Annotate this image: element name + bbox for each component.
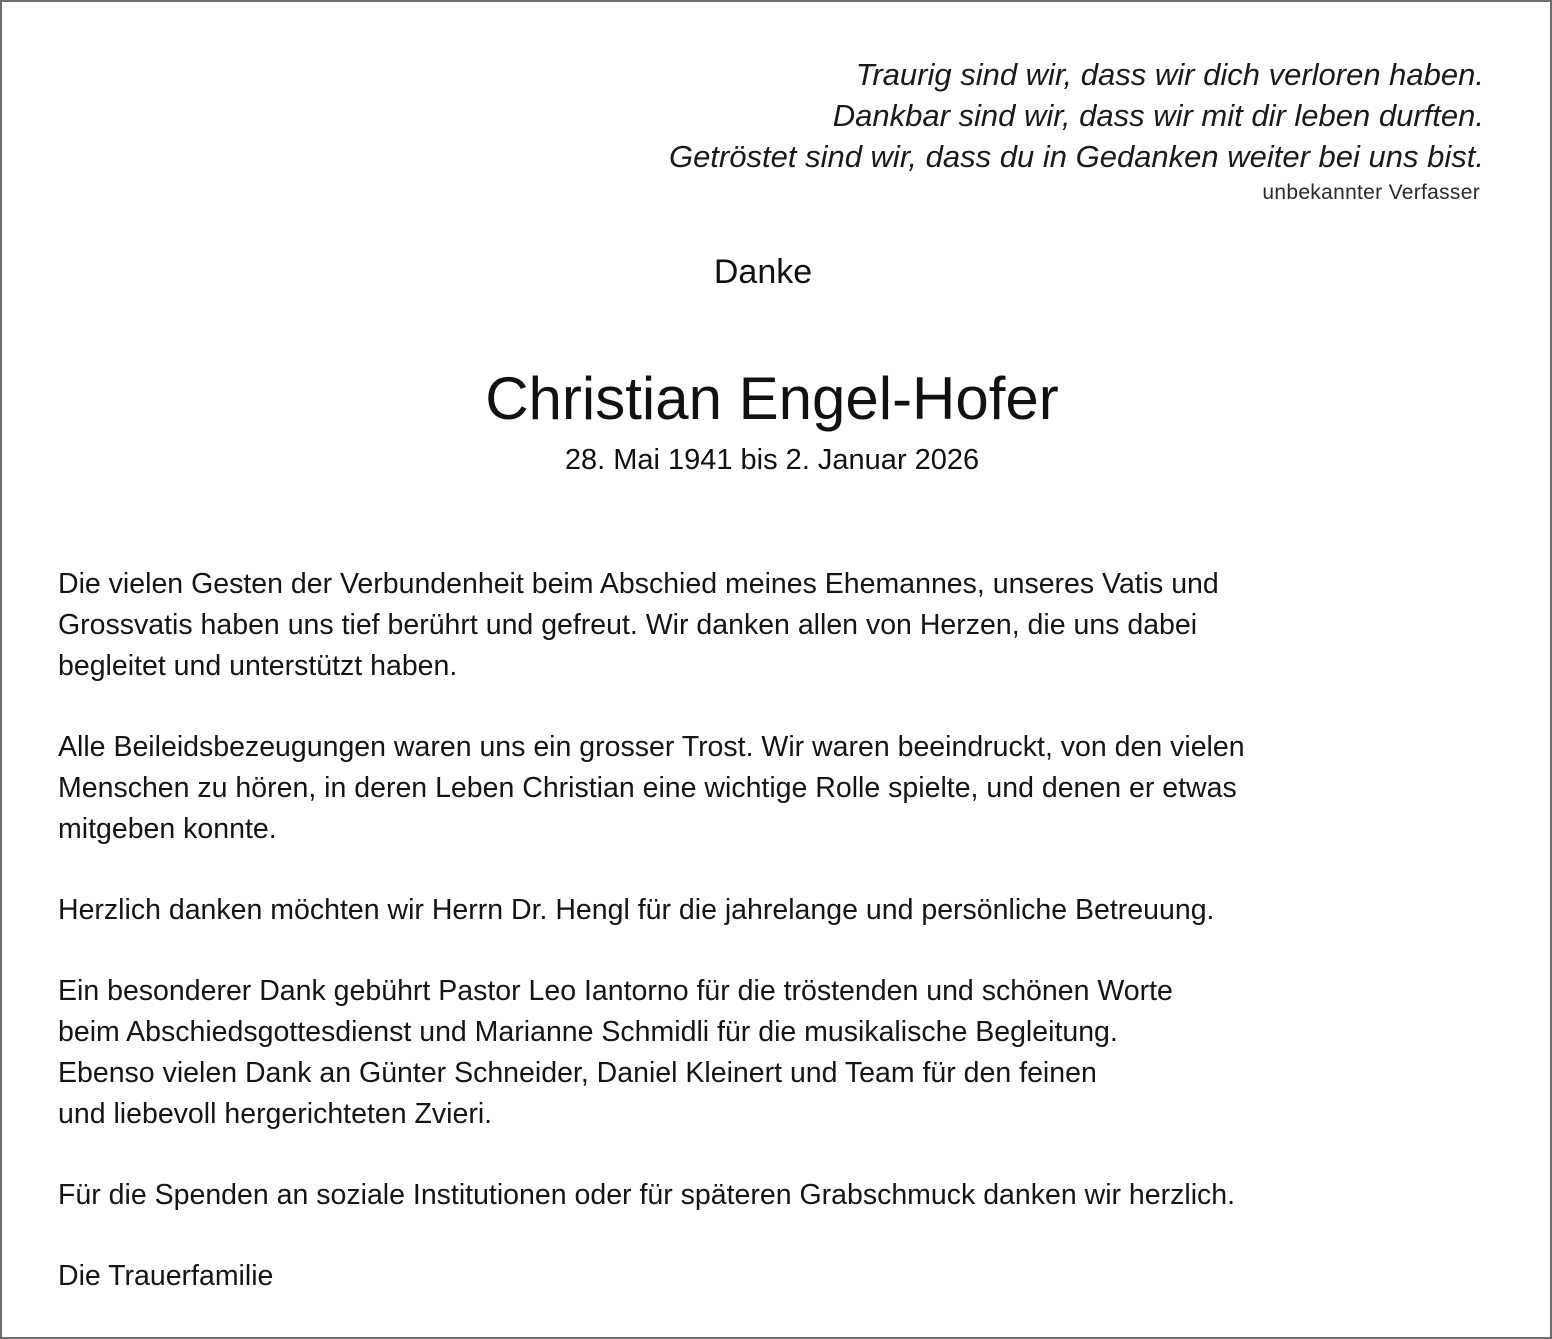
text-line: mitgeben konnte. (58, 813, 277, 845)
quote-line: Dankbar sind wir, dass wir mit dir leben durften. (832, 98, 1484, 133)
quote-author: unbekannter Verfasser (1262, 181, 1480, 204)
quote-line: Getröstet sind wir, dass du in Gedanken weiter bei uns bist. (668, 139, 1484, 174)
paragraph-condolences (58, 727, 1498, 850)
paragraph-donations (58, 1175, 1498, 1216)
text-line: Alle Beileidsbezeugungen waren uns ein grosser Trost. Wir waren beeindruckt, von den vielen (58, 731, 1245, 763)
epigraph-quote (669, 54, 1484, 209)
text-line: beim Abschiedsgottesdienst und Marianne Schmidli für die musikalische Begleitung. (58, 1016, 1118, 1048)
text-line: und liebevoll hergerichteten Zvieri. (58, 1098, 493, 1130)
text-line: Die vielen Gesten der Verbundenheit beim Abschied meines Ehemannes, unseres Vatis und (58, 568, 1219, 600)
text-line: Für die Spenden an soziale Institutionen oder für späteren Grabschmuck danken wir herzlich. (58, 1179, 1236, 1211)
thank-you-text (58, 564, 1498, 1297)
text-line: begleitet und unterstützt haben. (58, 650, 458, 682)
text-line: Herzlich danken möchten wir Herrn Dr. Hengl für die jahrelange und persönliche Betreuung. (58, 894, 1215, 926)
text-line: Menschen zu hören, in deren Leben Christian eine wichtige Rolle spielte, und denen er etwas (58, 772, 1237, 804)
signature: Die Trauerfamilie (58, 1260, 274, 1292)
text-line: Grossvatis haben uns tief berührt und gefreut. Wir danken allen von Herzen, die uns dabei (58, 609, 1198, 641)
text-line: Ebenso vielen Dank an Günter Schneider, Daniel Kleinert und Team für den feinen (58, 1057, 1097, 1089)
life-dates: 28. Mai 1941 bis 2. Januar 2026 (564, 444, 980, 476)
deceased-name: Christian Engel-Hofer (485, 365, 1059, 432)
paragraph-doctor (58, 890, 1498, 931)
quote-line: Traurig sind wir, dass wir dich verloren haben. (855, 57, 1484, 92)
paragraph-gestures (58, 564, 1498, 687)
text-line: Ein besonderer Dank gebührt Pastor Leo Iantorno für die tröstenden und schönen Worte (58, 975, 1173, 1007)
heading-danke: Danke (713, 253, 813, 291)
paragraph-service (58, 971, 1498, 1135)
